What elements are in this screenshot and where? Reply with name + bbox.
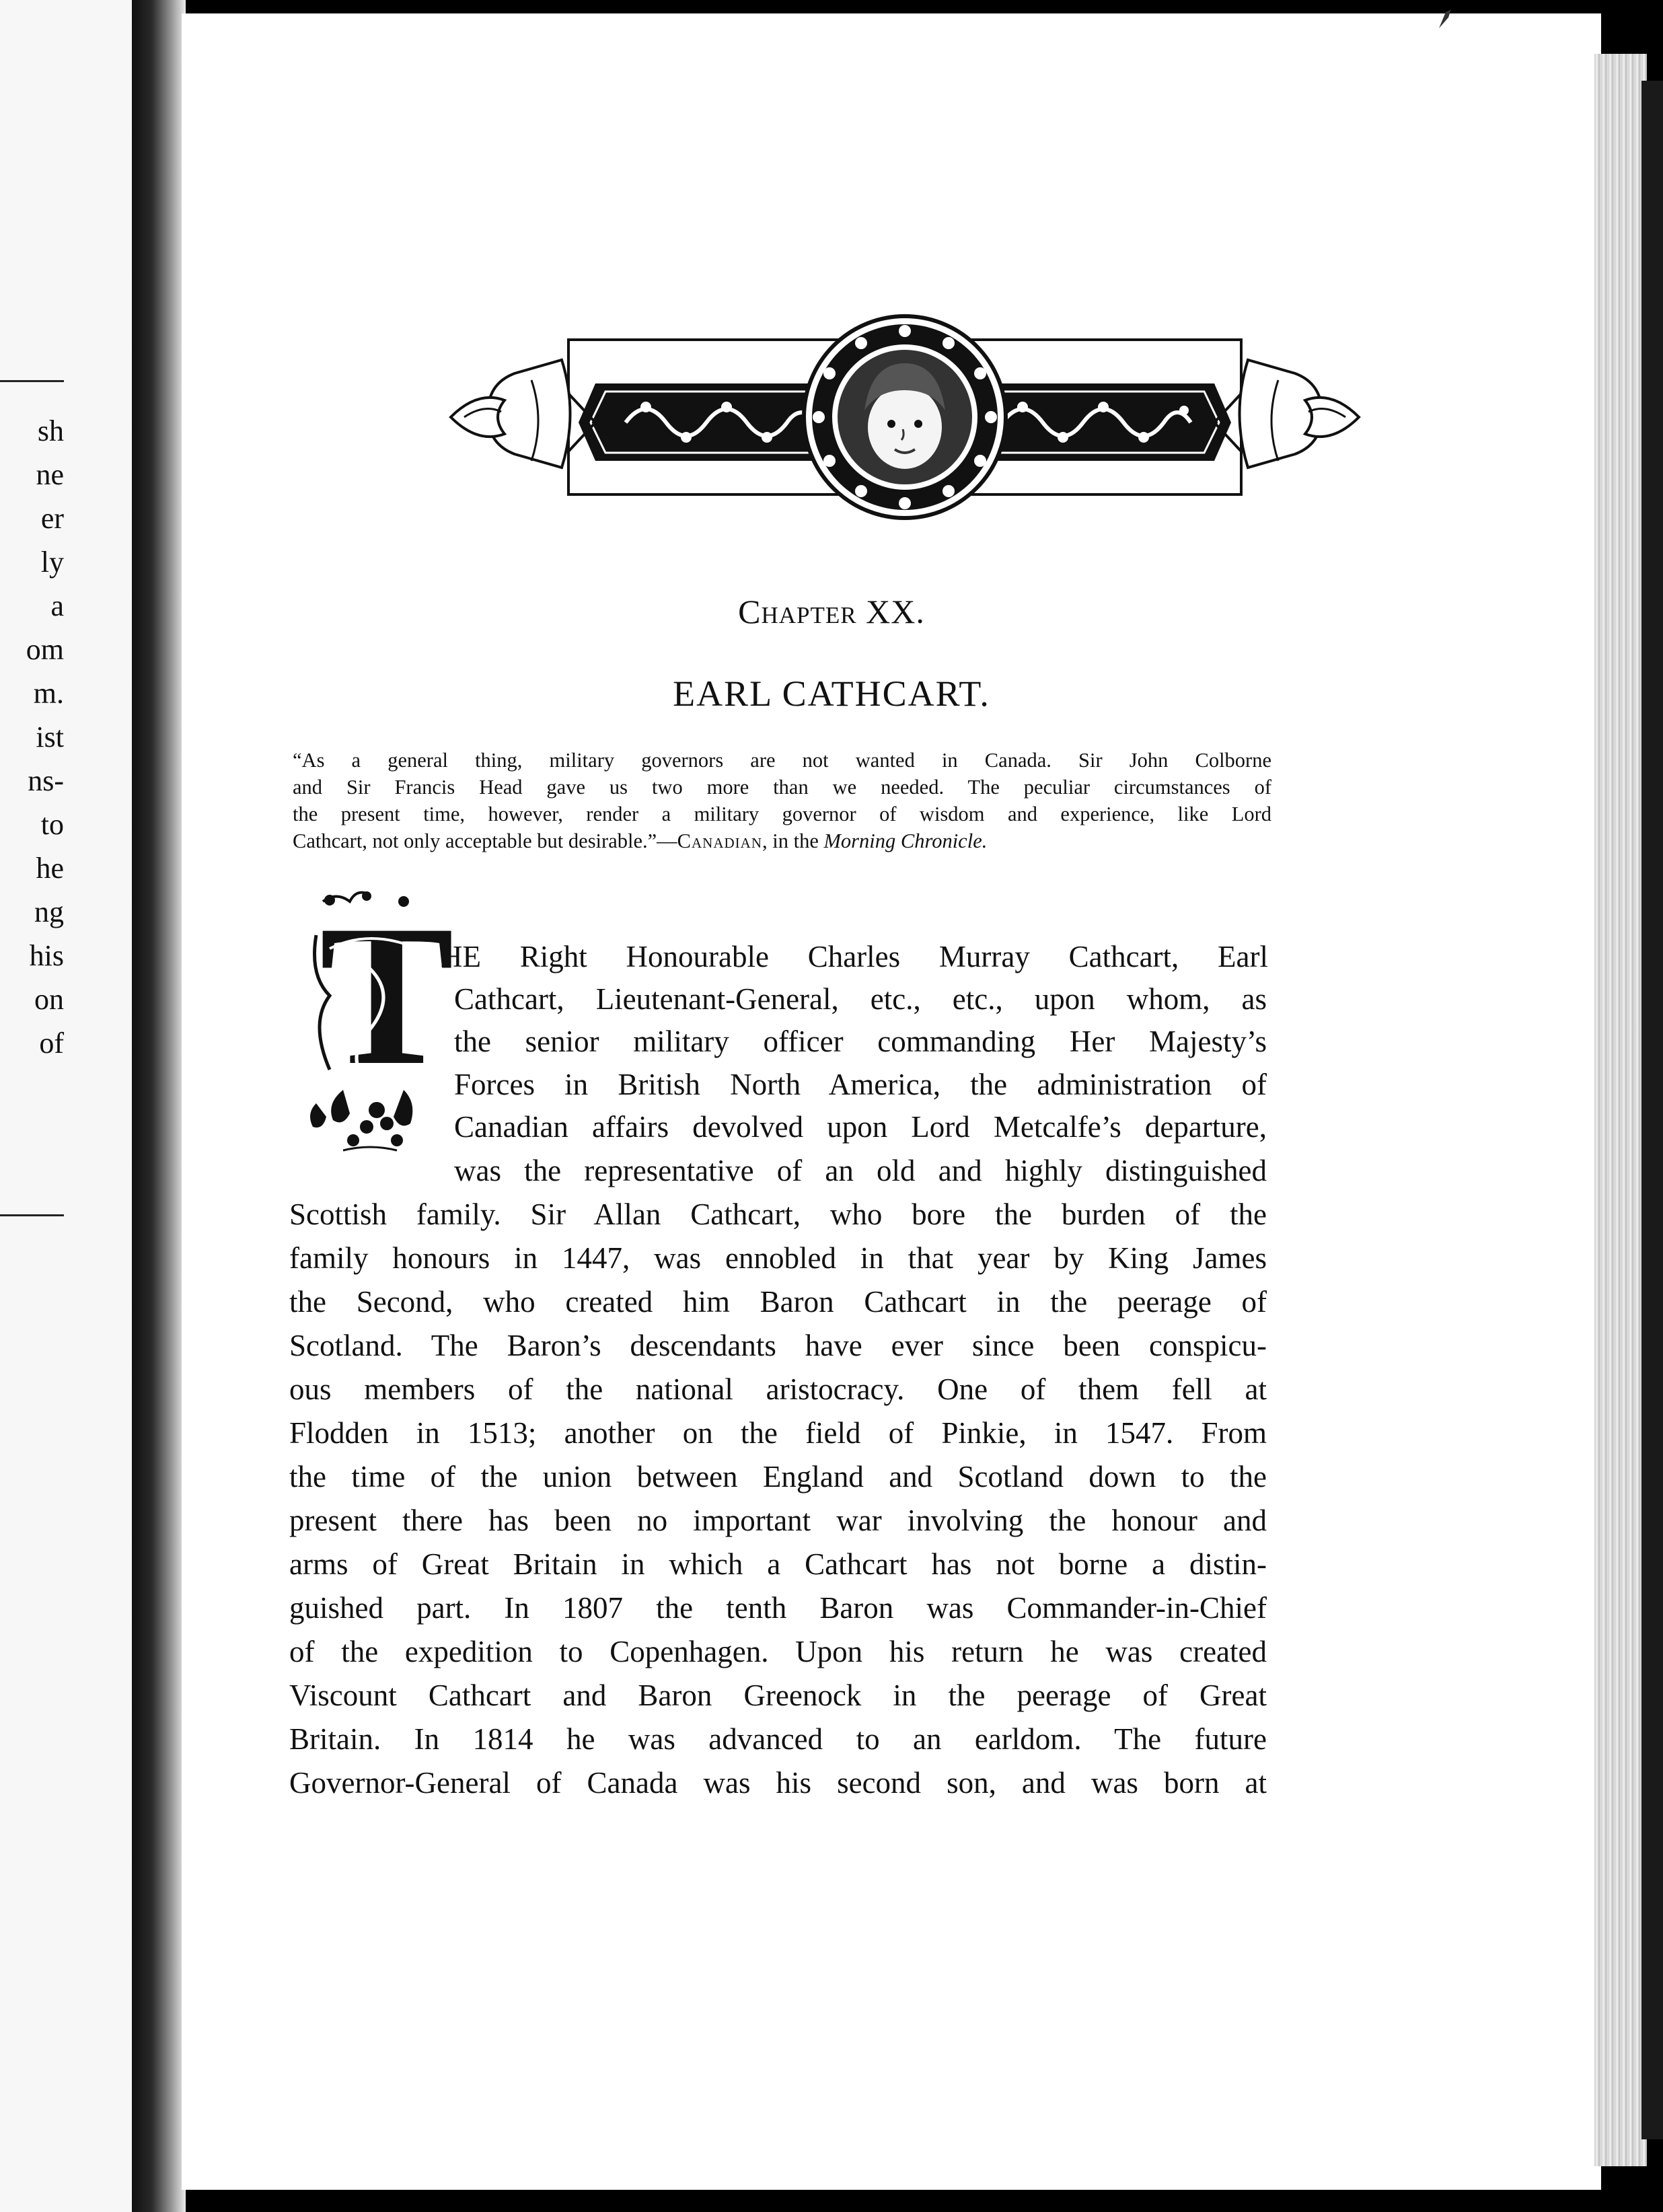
facing-page-word: his [29,939,64,972]
epigraph-line: and Sir Francis Head gave us two more than we needed. The peculiar circumstances of [293,776,1271,799]
facing-page-word: to [40,808,64,841]
facing-page-word: m. [33,677,64,710]
epigraph-attribution-line [293,827,1271,854]
facing-page-word: ly [40,546,64,579]
facing-page-word: he [36,852,64,885]
epigraph-line: “As a general thing, military governors are not wanted in Canada. Sir John Colborne [293,749,1271,772]
body-line: present there has been no important war involving the honour and [289,1504,1267,1537]
body-line: Flodden in 1513; another on the field of Pinkie, in 1547. From [289,1416,1267,1450]
facing-page-fragment [0,0,135,2212]
body-line: of the expedition to Copenhagen. Upon his return he was created [289,1635,1267,1668]
body-line: Viscount Cathcart and Baron Greenock in the peerage of Great [289,1679,1267,1712]
facing-page-top-rule [0,380,64,382]
headpiece-ornament [451,316,1359,518]
facing-page-word: er [40,502,64,535]
facing-page-word: om [26,633,64,666]
ink-mark-icon [1436,8,1454,32]
facing-page-word: sh [37,414,64,447]
body-line: Canadian affairs devolved upon Lord Metcalfe’s departure, [454,1110,1267,1144]
epigraph-source-name: Canadian [677,830,762,852]
facing-page-word: on [34,983,64,1016]
body-line: Governor-General of Canada was his second son, and was born at [289,1766,1267,1800]
body-line: Scotland. The Baron’s descendants have ever since been conspicu- [289,1329,1267,1362]
epigraph [293,747,1271,854]
page-edges [1594,54,1647,2166]
epigraph-source-paper: Morning Chronicle. [823,830,988,852]
epigraph-source-connector: , in the [762,830,824,852]
drop-cap-ornament [303,883,455,1157]
body-line: the time of the union between England and Scotland down to the [289,1460,1267,1494]
epigraph-line-text: Cathcart, not only acceptable but desirable.”— [293,830,677,852]
body-line: ous members of the national aristocracy. One of them fell at [289,1372,1267,1406]
body-line: Cathcart, Lieutenant-General, etc., etc., upon whom, as [454,982,1267,1016]
body-line: the Second, who created him Baron Cathcart in the peerage of [289,1285,1267,1319]
page-edge-shadow [1641,81,1663,2139]
book-gutter [132,0,186,2212]
body-line: arms of Great Britain in which a Cathcart has not borne a distin- [289,1547,1267,1581]
facing-page-bottom-rule [0,1214,64,1216]
facing-page-word: of [39,1027,64,1060]
body-line: was the representative of an old and highly distinguished [454,1154,1267,1187]
drop-cap-letter: T [320,883,455,1107]
body-line: Forces in British North America, the administration of [454,1068,1267,1101]
epigraph-line: the present time, however, render a military governor of wisdom and experience, like Lord [293,803,1271,825]
body-line: HE Right Honourable Charles Murray Cathcart, Earl [441,940,1268,973]
facing-page-word: ist [36,721,64,753]
facing-page-word: ne [36,458,64,491]
facing-page-word: ng [34,895,64,928]
body-line: guished part. In 1807 the tenth Baron was Commander-in-Chief [289,1591,1267,1625]
facing-page-word: a [50,589,64,622]
body-line: Britain. In 1814 he was advanced to an earldom. The future [289,1722,1267,1756]
body-line: Scottish family. Sir Allan Cathcart, who bore the burden of the [289,1197,1267,1231]
chapter-heading: Chapter XX. [738,593,925,630]
body-line: the senior military officer commanding Her Majesty’s [454,1025,1267,1058]
facing-page-word: ns- [28,764,64,797]
body-line: family honours in 1447, was ennobled in that year by King James [289,1241,1267,1275]
chapter-title: EARL CATHCART. [673,673,990,714]
